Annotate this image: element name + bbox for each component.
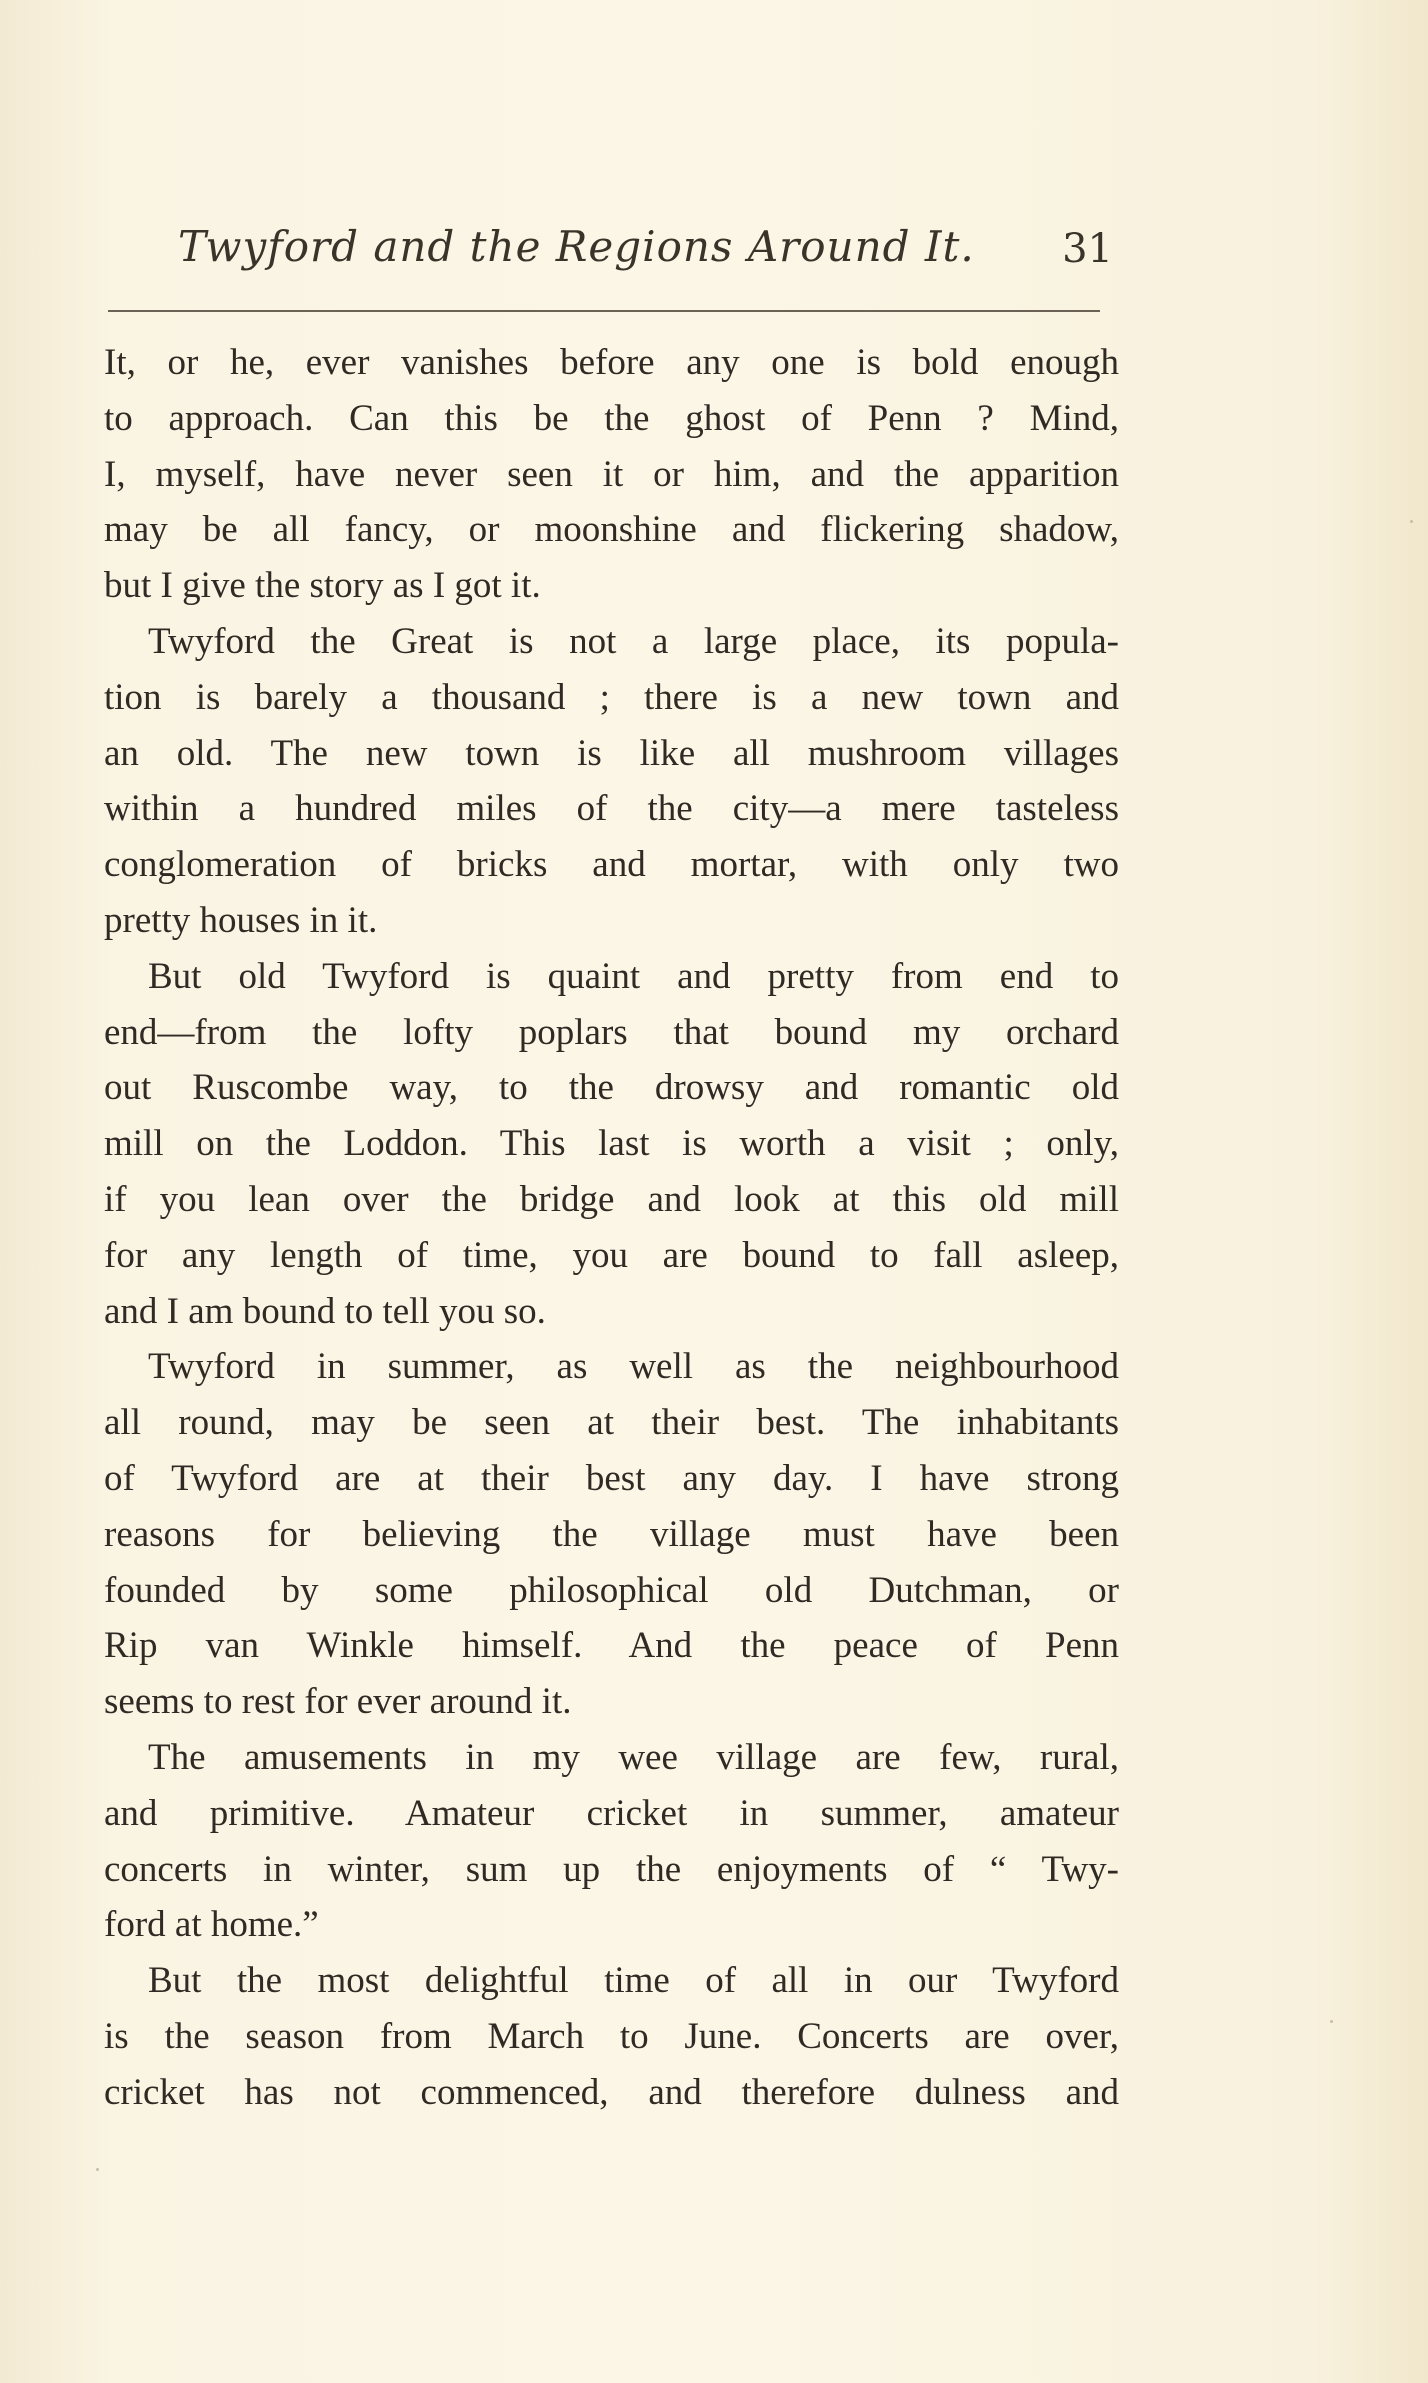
- page-header: [178, 222, 1113, 292]
- text-line: mill on the Loddon. This last is worth a visit ; only,: [104, 1123, 1119, 1165]
- text-line: end—from the lofty poplars that bound my orchard: [104, 1011, 1119, 1053]
- text-line: and primitive. Amateur cricket in summer, amateur: [104, 1792, 1119, 1834]
- text-line: It, or he, ever vanishes before any one is bold enough: [104, 342, 1119, 383]
- text-line: pretty houses in it.: [104, 899, 378, 941]
- text-line: of Twyford are at their best any day. I have strong: [104, 1457, 1119, 1499]
- running-title: Twyford and the Regions Around It.: [178, 222, 975, 271]
- text-line: to approach. Can this be the ghost of Penn ? Mind,: [104, 397, 1119, 439]
- text-line: concerts in winter, sum up the enjoyments of “ Twy-: [104, 1848, 1119, 1890]
- paragraph-start-line: But the most delightful time of all in our Twyford: [148, 1960, 1119, 2002]
- paper-speck: [1330, 2020, 1333, 2023]
- text-line: may be all fancy, or moonshine and flickering shadow,: [104, 509, 1119, 551]
- text-line: out Ruscombe way, to the drowsy and romantic old: [104, 1067, 1119, 1109]
- text-line: and I am bound to tell you so.: [104, 1290, 546, 1332]
- header-rule: [108, 310, 1100, 312]
- text-line: an old. The new town is like all mushroom villages: [104, 732, 1119, 774]
- text-line: all round, may be seen at their best. The inhabitants: [104, 1402, 1119, 1444]
- text-line: within a hundred miles of the city—a mere tasteless: [104, 788, 1119, 830]
- paragraph-start-line: The amusements in my wee village are few, rural,: [148, 1736, 1119, 1778]
- text-line: founded by some philosophical old Dutchman, or: [104, 1569, 1119, 1611]
- paper-speck: [1410, 520, 1413, 523]
- text-line: for any length of time, you are bound to fall asleep,: [104, 1234, 1119, 1276]
- text-line: Rip van Winkle himself. And the peace of Penn: [104, 1625, 1119, 1667]
- text-line: conglomeration of bricks and mortar, with only two: [104, 844, 1119, 886]
- paragraph-start-line: Twyford in summer, as well as the neighbourhood: [148, 1346, 1119, 1388]
- paper-speck: [96, 2168, 99, 2171]
- text-line: seems to rest for ever around it.: [104, 1681, 572, 1723]
- text-line: reasons for believing the village must have been: [104, 1513, 1119, 1555]
- text-line: is the season from March to June. Concerts are over,: [104, 2015, 1119, 2057]
- text-line: I, myself, have never seen it or him, and the apparition: [104, 453, 1119, 495]
- text-line: but I give the story as I got it.: [104, 565, 541, 607]
- body-text: [104, 335, 1119, 2121]
- text-line: ford at home.”: [104, 1904, 319, 1946]
- paragraph-start-line: Twyford the Great is not a large place, its popula-: [148, 620, 1119, 662]
- text-line: if you lean over the bridge and look at this old mill: [104, 1178, 1119, 1220]
- text-line: cricket has not commenced, and therefore dulness and: [104, 2071, 1119, 2113]
- paragraph-start-line: But old Twyford is quaint and pretty from end to: [148, 955, 1119, 997]
- text-line: tion is barely a thousand ; there is a new town and: [104, 676, 1119, 718]
- page-number: 31: [1062, 226, 1113, 272]
